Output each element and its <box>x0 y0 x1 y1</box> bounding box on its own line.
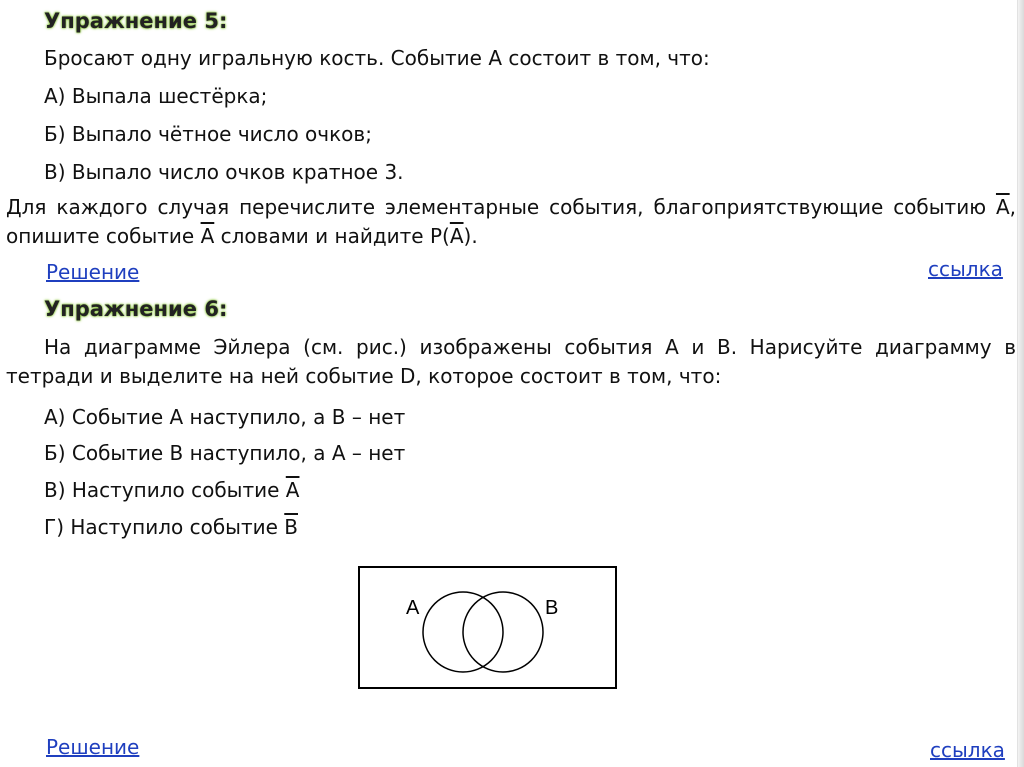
exercise-6-source-link[interactable]: ссылка <box>930 738 1005 762</box>
exercise-5-item-c: В) Выпало число очков кратное 3. <box>44 160 404 184</box>
exercise-5-task <box>6 193 1016 251</box>
exercise-5-intro: Бросают одну игральную кость. Событие А состоит в том, что: <box>44 46 710 70</box>
label-b: B <box>545 597 559 619</box>
exercise-6-item-a: А) Событие А наступило, а В – нет <box>44 405 406 429</box>
complement-event-a: А <box>200 224 215 248</box>
exercise-6-solution-link[interactable]: Решение <box>46 735 140 759</box>
task-text-1: Для каждого случая перечислите элементарные события, благоприятствующие событию <box>6 195 996 219</box>
task-text-3: словами и найдите P( <box>214 224 450 248</box>
item-d-text: Г) Наступило событие <box>44 515 285 539</box>
complement-event-a: А <box>995 195 1010 219</box>
complement-event-a: А <box>285 478 300 502</box>
exercise-6-intro: На диаграмме Эйлера (см. рис.) изображены события А и В. Нарисуйте диаграмму в тетради и выделите на ней событие D, которое состоит в том, что: <box>6 335 1016 388</box>
exercise-6-item-b: Б) Событие В наступило, а А – нет <box>44 441 406 465</box>
exercise-6-item-d <box>44 514 298 540</box>
task-text-4: ). <box>463 224 478 248</box>
euler-diagram <box>358 566 620 692</box>
exercise-5-source-link[interactable]: ссылка <box>928 257 1003 281</box>
exercise-5-solution-link[interactable]: Решение <box>46 260 140 284</box>
exercise-5-heading: Упражнение 5: <box>44 9 228 33</box>
exercise-5-item-a: А) Выпала шестёрка; <box>44 84 268 108</box>
task-text-2: , опишите событие <box>6 195 1016 248</box>
complement-event-a: А <box>449 224 464 248</box>
exercise-6-heading: Упражнение 6: <box>44 297 228 321</box>
complement-event-b: В <box>284 515 298 539</box>
exercise-5-item-b: Б) Выпало чётное число очков; <box>44 122 372 146</box>
label-a: A <box>406 597 420 619</box>
item-c-text: В) Наступило событие <box>44 478 286 502</box>
universal-set-rectangle <box>359 567 616 688</box>
exercise-6-item-c <box>44 477 299 503</box>
slide-edge <box>1017 0 1024 767</box>
